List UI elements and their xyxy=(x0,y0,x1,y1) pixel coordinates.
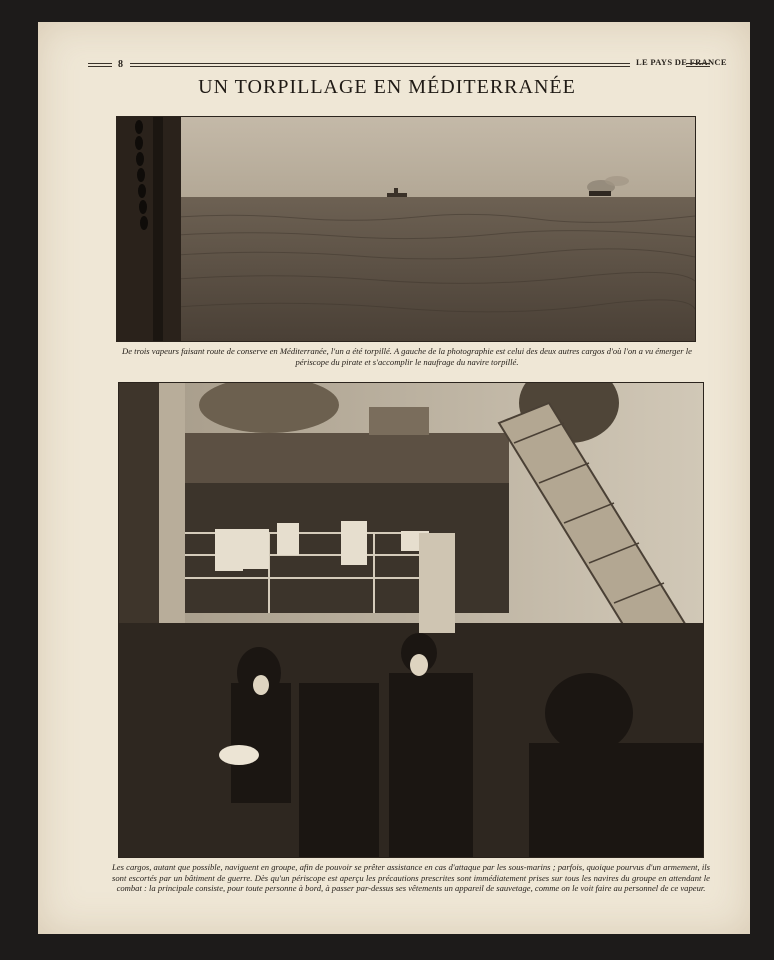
sea xyxy=(117,197,695,341)
page-header xyxy=(52,56,727,72)
sea-photo-image xyxy=(117,117,695,341)
deck-cabin xyxy=(369,407,429,435)
ship-side-frame xyxy=(117,117,181,341)
page-number: 8 xyxy=(118,59,123,70)
sea-photo xyxy=(116,116,696,342)
deck-photo-caption: Les cargos, autant que possible, naviguent en groupe, afin de pouvoir se prêter assistance en cas d'attaque par les sous-marins ; parfois, quoique pourvus d'un armement, ils sont escortés par un bâtiment de guerre. Dès qu'un périscope est aperçu les précautions prescrites sont immédiatement prises sur tous les navires du groupe en attendant le combat : la principale consiste, pour toute personne à bord, à passer par-dessus ses vêtements un appareil de sauvetage, comme on le voit faire au personnel de ce vapeur. xyxy=(112,862,710,893)
life-vest-held xyxy=(219,745,259,765)
ship-stanchion xyxy=(153,117,163,341)
deck-photo-image xyxy=(119,383,703,857)
deck-photo xyxy=(118,382,704,858)
magazine-name: LE PAYS DE FRANCE xyxy=(636,57,727,67)
standing-figure-coat xyxy=(419,533,455,633)
page-title: UN TORPILLAGE EN MÉDITERRANÉE xyxy=(198,76,576,98)
header-rule-right xyxy=(686,63,710,67)
sea-photo-caption: De trois vapeurs faisant route de conserve en Méditerranée, l'un a été torpillé. A gauche de la photographie est celui des deux autres cargos d'où l'on a vu émerger le périscope du pirate et s'accomplir le naufrage du navire torpillé. xyxy=(122,346,692,367)
header-rule-middle xyxy=(130,63,630,67)
header-rule-left xyxy=(88,63,112,67)
upper-deck-structure xyxy=(179,433,509,483)
